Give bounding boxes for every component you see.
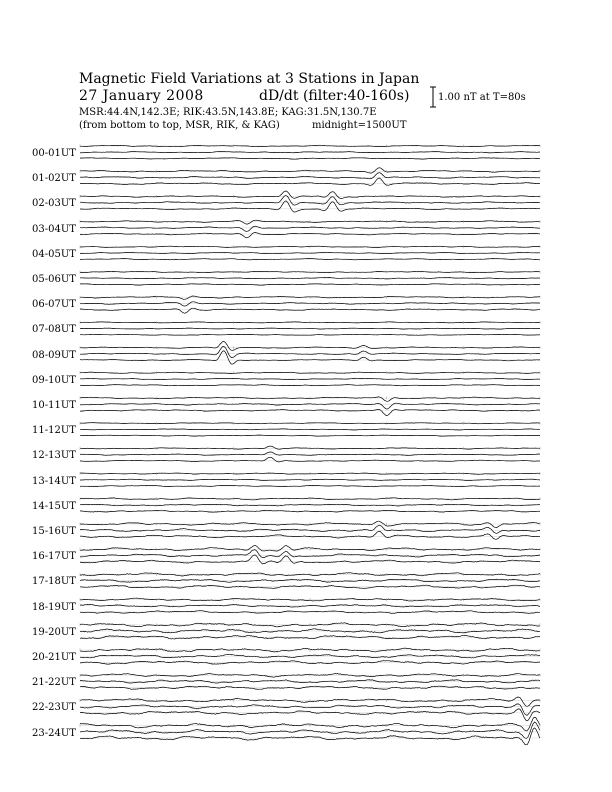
row-label-00-01ut: 00-01UT	[32, 148, 76, 159]
trace-line-04-05ut-2	[80, 252, 540, 253]
trace-line-00-01ut-2	[80, 152, 540, 153]
trace-line-15-16ut-2	[80, 525, 540, 533]
trace-line-15-16ut-3	[80, 531, 540, 539]
trace-line-07-08ut-2	[80, 328, 540, 329]
trace-line-08-09ut-3	[80, 351, 540, 364]
scale-label: 1.00 nT at T=80s	[438, 92, 526, 103]
trace-line-22-23ut-3	[80, 709, 540, 721]
trace-line-06-07ut-2	[80, 302, 540, 306]
row-label-02-03ut: 02-03UT	[32, 198, 76, 210]
trace-line-12-13ut-3	[80, 457, 540, 462]
trace-line-03-04ut-2	[80, 226, 540, 231]
row-label-20-21ut: 20-21UT	[32, 652, 76, 663]
trace-line-10-11ut-2	[80, 403, 540, 409]
row-label-01-02ut: 01-02UT	[32, 173, 76, 185]
row-label-04-05ut: 04-05UT	[32, 248, 76, 260]
row-label-06-07ut: 06-07UT	[32, 299, 76, 311]
row-label-09-10ut: 09-10UT	[32, 374, 76, 386]
row-label-16-17ut: 16-17UT	[32, 551, 76, 563]
row-label-19-20ut: 19-20UT	[32, 626, 76, 638]
row-label-07-08ut: 07-08UT	[32, 324, 76, 336]
trace-line-05-06ut-2	[80, 278, 540, 280]
chart-quantity: dD/dt (filter:40-160s)	[259, 88, 410, 104]
row-label-15-16ut: 15-16UT	[32, 526, 76, 537]
row-label-22-23ut: 22-23UT	[32, 702, 76, 714]
trace-line-06-07ut-3	[80, 308, 540, 313]
trace-line-17-18ut-2	[80, 579, 540, 582]
midnight-note: midnight=1500UT	[312, 120, 407, 131]
row-label-13-14ut: 13-14UT	[32, 475, 76, 487]
trace-line-23-24ut-1	[80, 717, 540, 731]
row-label-23-24ut: 23-24UT	[32, 727, 76, 739]
row-label-17-18ut: 17-18UT	[32, 576, 76, 588]
row-label-11-12ut: 11-12UT	[32, 425, 76, 437]
trace-line-01-02ut-2	[80, 173, 540, 179]
trace-line-11-12ut-3	[80, 435, 540, 436]
trace-line-16-17ut-2	[80, 550, 540, 558]
row-label-08-09ut: 08-09UT	[32, 349, 76, 361]
chart-title: Magnetic Field Variations at 3 Stations in Japan	[79, 71, 420, 87]
station-coordinates: MSR:44.4N,142.3E; RIK:43.5N,143.8E; KAG:31.5N,130.7E	[79, 107, 377, 118]
row-label-10-11ut: 10-11UT	[32, 400, 76, 411]
row-label-21-22ut: 21-22UT	[32, 677, 76, 689]
trace-order-note: (from bottom to top, MSR, RIK, & KAG)	[79, 120, 280, 131]
row-label-14-15ut: 14-15UT	[32, 500, 76, 512]
chart-date: 27 January 2008	[79, 88, 204, 104]
row-label-03-04ut: 03-04UT	[32, 223, 76, 235]
trace-line-12-13ut-2	[80, 452, 540, 455]
row-label-18-19ut: 18-19UT	[32, 601, 76, 613]
trace-line-03-04ut-3	[80, 233, 540, 238]
trace-line-11-12ut-2	[80, 429, 540, 430]
row-label-05-06ut: 05-06UT	[32, 274, 76, 285]
row-label-12-13ut: 12-13UT	[32, 450, 76, 462]
trace-line-09-10ut-3	[80, 385, 540, 386]
trace-line-01-02ut-3	[80, 178, 540, 186]
